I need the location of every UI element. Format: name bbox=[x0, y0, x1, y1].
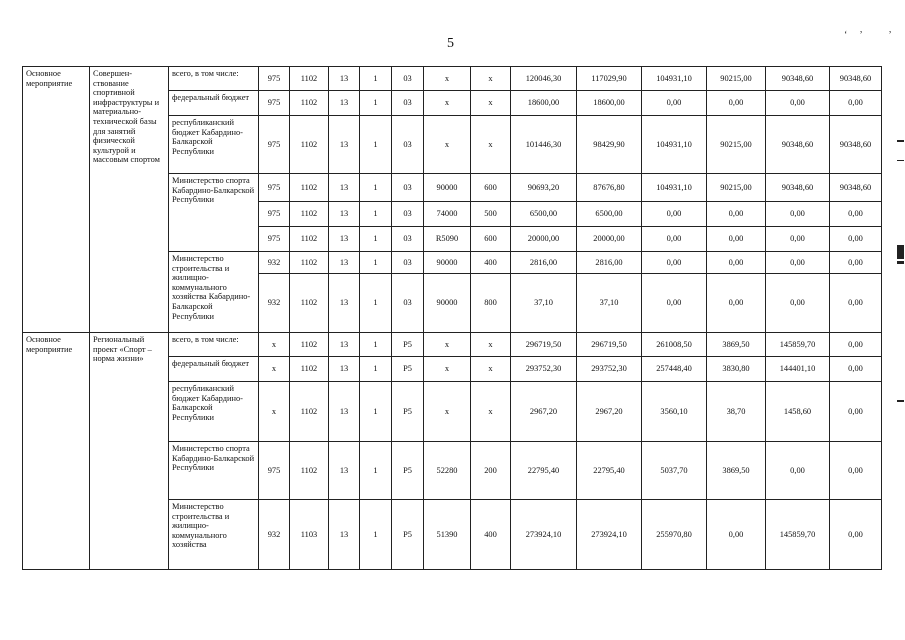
value-cell-pr: 13 bbox=[329, 333, 360, 357]
value-cell-y3: 5037,70 bbox=[642, 442, 707, 500]
value-cell-grbs: 975 bbox=[259, 67, 290, 91]
value-cell-cs3: х bbox=[424, 91, 471, 116]
value-cell-y2: 293752,30 bbox=[577, 357, 642, 382]
value-cell-pr: 13 bbox=[329, 500, 360, 570]
value-cell-cs3: R5090 bbox=[424, 227, 471, 252]
table-row bbox=[23, 67, 882, 91]
value-cell-cs1: 1 bbox=[360, 442, 392, 500]
value-cell-pr: 13 bbox=[329, 227, 360, 252]
value-cell-y5: 0,00 bbox=[766, 227, 830, 252]
value-cell-y2: 98429,90 bbox=[577, 116, 642, 174]
value-cell-y2: 6500,00 bbox=[577, 202, 642, 227]
value-cell-pr: 13 bbox=[329, 442, 360, 500]
value-cell-y6: 90348,60 bbox=[830, 116, 882, 174]
value-cell-cs1: 1 bbox=[360, 116, 392, 174]
value-cell-y5: 145859,70 bbox=[766, 500, 830, 570]
value-cell-grbs: х bbox=[259, 357, 290, 382]
funding-source-cell: республиканский бюджет Кабардино-Балкарской Республики bbox=[169, 116, 259, 174]
funding-source-cell: Министерство спорта Кабардино-Балкарской Республики bbox=[169, 174, 259, 252]
value-cell-cs1: 1 bbox=[360, 174, 392, 202]
value-cell-y1: 22795,40 bbox=[511, 442, 577, 500]
value-cell-pr: 13 bbox=[329, 91, 360, 116]
value-cell-cs1: 1 bbox=[360, 500, 392, 570]
value-cell-grbs: 932 bbox=[259, 274, 290, 333]
value-cell-cs1: 1 bbox=[360, 333, 392, 357]
value-cell-vr: х bbox=[471, 67, 511, 91]
value-cell-cs1: 1 bbox=[360, 357, 392, 382]
value-cell-grbs: 932 bbox=[259, 500, 290, 570]
value-cell-cs1: 1 bbox=[360, 382, 392, 442]
value-cell-cs1: 1 bbox=[360, 67, 392, 91]
value-cell-y2: 18600,00 bbox=[577, 91, 642, 116]
value-cell-rz: 1102 bbox=[290, 252, 329, 274]
value-cell-y6: 0,00 bbox=[830, 252, 882, 274]
value-cell-pr: 13 bbox=[329, 382, 360, 442]
value-cell-cs3: 51390 bbox=[424, 500, 471, 570]
value-cell-y3: 3560,10 bbox=[642, 382, 707, 442]
value-cell-y6: 0,00 bbox=[830, 357, 882, 382]
value-cell-cs3: х bbox=[424, 116, 471, 174]
value-cell-y1: 18600,00 bbox=[511, 91, 577, 116]
value-cell-y3: 257448,40 bbox=[642, 357, 707, 382]
value-cell-y1: 37,10 bbox=[511, 274, 577, 333]
value-cell-y6: 90348,60 bbox=[830, 67, 882, 91]
value-cell-y4: 3830,80 bbox=[707, 357, 766, 382]
value-cell-pr: 13 bbox=[329, 202, 360, 227]
value-cell-vr: 500 bbox=[471, 202, 511, 227]
value-cell-y3: 261008,50 bbox=[642, 333, 707, 357]
value-cell-y4: 0,00 bbox=[707, 202, 766, 227]
value-cell-vr: х bbox=[471, 91, 511, 116]
funding-source-cell: Министерство строительства и жилищно-коммунального хозяйства bbox=[169, 500, 259, 570]
value-cell-y4: 3869,50 bbox=[707, 442, 766, 500]
event-name-cell: Совершен-ствование спортивной инфраструктуры и материально-технической базы для занятий физической культурой и массовым спортом bbox=[90, 67, 169, 333]
value-cell-cs2: 03 bbox=[392, 274, 424, 333]
value-cell-y6: 0,00 bbox=[830, 442, 882, 500]
value-cell-cs2: Р5 bbox=[392, 500, 424, 570]
value-cell-cs1: 1 bbox=[360, 91, 392, 116]
value-cell-pr: 13 bbox=[329, 357, 360, 382]
value-cell-y4: 0,00 bbox=[707, 274, 766, 333]
value-cell-y4: 3869,50 bbox=[707, 333, 766, 357]
value-cell-y5: 0,00 bbox=[766, 252, 830, 274]
value-cell-cs3: х bbox=[424, 67, 471, 91]
value-cell-rz: 1103 bbox=[290, 500, 329, 570]
value-cell-rz: 1102 bbox=[290, 357, 329, 382]
value-cell-cs3: 74000 bbox=[424, 202, 471, 227]
value-cell-y3: 255970,80 bbox=[642, 500, 707, 570]
value-cell-vr: 600 bbox=[471, 174, 511, 202]
funding-source-cell: федеральный бюджет bbox=[169, 91, 259, 116]
value-cell-cs3: 90000 bbox=[424, 174, 471, 202]
value-cell-y6: 0,00 bbox=[830, 500, 882, 570]
event-type-cell: Основное мероприятие bbox=[23, 333, 90, 570]
value-cell-y2: 87676,80 bbox=[577, 174, 642, 202]
value-cell-y6: 0,00 bbox=[830, 202, 882, 227]
value-cell-cs2: Р5 bbox=[392, 357, 424, 382]
value-cell-y1: 90693,20 bbox=[511, 174, 577, 202]
value-cell-y5: 1458,60 bbox=[766, 382, 830, 442]
value-cell-y3: 104931,10 bbox=[642, 116, 707, 174]
value-cell-rz: 1102 bbox=[290, 382, 329, 442]
value-cell-y2: 2816,00 bbox=[577, 252, 642, 274]
value-cell-grbs: х bbox=[259, 382, 290, 442]
value-cell-y5: 90348,60 bbox=[766, 67, 830, 91]
value-cell-y3: 0,00 bbox=[642, 202, 707, 227]
value-cell-rz: 1102 bbox=[290, 274, 329, 333]
table-row bbox=[23, 333, 882, 357]
value-cell-y2: 22795,40 bbox=[577, 442, 642, 500]
value-cell-cs2: Р5 bbox=[392, 442, 424, 500]
value-cell-cs1: 1 bbox=[360, 227, 392, 252]
value-cell-grbs: 975 bbox=[259, 91, 290, 116]
value-cell-y2: 2967,20 bbox=[577, 382, 642, 442]
value-cell-pr: 13 bbox=[329, 67, 360, 91]
value-cell-y1: 101446,30 bbox=[511, 116, 577, 174]
value-cell-rz: 1102 bbox=[290, 91, 329, 116]
value-cell-cs3: 52280 bbox=[424, 442, 471, 500]
value-cell-cs2: 03 bbox=[392, 116, 424, 174]
value-cell-y6: 0,00 bbox=[830, 274, 882, 333]
value-cell-y3: 104931,10 bbox=[642, 67, 707, 91]
value-cell-y1: 293752,30 bbox=[511, 357, 577, 382]
value-cell-y3: 0,00 bbox=[642, 91, 707, 116]
value-cell-y4: 90215,00 bbox=[707, 67, 766, 91]
value-cell-vr: х bbox=[471, 333, 511, 357]
event-name-cell: Региональный проект «Спорт – норма жизни» bbox=[90, 333, 169, 570]
value-cell-y3: 104931,10 bbox=[642, 174, 707, 202]
value-cell-y4: 90215,00 bbox=[707, 174, 766, 202]
value-cell-y3: 0,00 bbox=[642, 227, 707, 252]
value-cell-y2: 37,10 bbox=[577, 274, 642, 333]
value-cell-vr: х bbox=[471, 357, 511, 382]
value-cell-rz: 1102 bbox=[290, 174, 329, 202]
value-cell-rz: 1102 bbox=[290, 333, 329, 357]
funding-source-cell: федеральный бюджет bbox=[169, 357, 259, 382]
scan-edge-marks bbox=[895, 130, 905, 430]
value-cell-cs3: 90000 bbox=[424, 274, 471, 333]
value-cell-cs3: х bbox=[424, 357, 471, 382]
value-cell-y4: 0,00 bbox=[707, 252, 766, 274]
value-cell-rz: 1102 bbox=[290, 116, 329, 174]
value-cell-grbs: х bbox=[259, 333, 290, 357]
value-cell-cs3: х bbox=[424, 333, 471, 357]
value-cell-vr: 400 bbox=[471, 500, 511, 570]
value-cell-y3: 0,00 bbox=[642, 274, 707, 333]
value-cell-y1: 120046,30 bbox=[511, 67, 577, 91]
funding-source-cell: всего, в том числе: bbox=[169, 333, 259, 357]
value-cell-rz: 1102 bbox=[290, 202, 329, 227]
funding-source-cell: Министерство спорта Кабардино-Балкарской Республики bbox=[169, 442, 259, 500]
value-cell-vr: х bbox=[471, 116, 511, 174]
value-cell-y1: 6500,00 bbox=[511, 202, 577, 227]
budget-table bbox=[22, 66, 882, 570]
value-cell-y5: 0,00 bbox=[766, 202, 830, 227]
value-cell-vr: 600 bbox=[471, 227, 511, 252]
value-cell-cs3: 90000 bbox=[424, 252, 471, 274]
value-cell-cs3: х bbox=[424, 382, 471, 442]
value-cell-vr: 200 bbox=[471, 442, 511, 500]
value-cell-cs2: 03 bbox=[392, 202, 424, 227]
value-cell-y1: 20000,00 bbox=[511, 227, 577, 252]
value-cell-grbs: 975 bbox=[259, 116, 290, 174]
value-cell-y5: 144401,10 bbox=[766, 357, 830, 382]
value-cell-grbs: 975 bbox=[259, 227, 290, 252]
value-cell-grbs: 932 bbox=[259, 252, 290, 274]
value-cell-y4: 0,00 bbox=[707, 91, 766, 116]
value-cell-grbs: 975 bbox=[259, 174, 290, 202]
value-cell-rz: 1102 bbox=[290, 442, 329, 500]
value-cell-y2: 20000,00 bbox=[577, 227, 642, 252]
value-cell-y1: 296719,50 bbox=[511, 333, 577, 357]
value-cell-y4: 0,00 bbox=[707, 500, 766, 570]
funding-source-cell: республиканский бюджет Кабардино-Балкарской Республики bbox=[169, 382, 259, 442]
value-cell-y5: 90348,60 bbox=[766, 116, 830, 174]
value-cell-cs2: 03 bbox=[392, 174, 424, 202]
value-cell-y5: 90348,60 bbox=[766, 174, 830, 202]
value-cell-y6: 0,00 bbox=[830, 91, 882, 116]
value-cell-vr: 400 bbox=[471, 252, 511, 274]
value-cell-cs2: 03 bbox=[392, 252, 424, 274]
value-cell-pr: 13 bbox=[329, 116, 360, 174]
value-cell-y4: 90215,00 bbox=[707, 116, 766, 174]
value-cell-vr: 800 bbox=[471, 274, 511, 333]
value-cell-rz: 1102 bbox=[290, 227, 329, 252]
value-cell-cs1: 1 bbox=[360, 252, 392, 274]
value-cell-vr: х bbox=[471, 382, 511, 442]
value-cell-y2: 117029,90 bbox=[577, 67, 642, 91]
value-cell-y4: 38,70 bbox=[707, 382, 766, 442]
value-cell-y5: 0,00 bbox=[766, 442, 830, 500]
value-cell-y5: 0,00 bbox=[766, 274, 830, 333]
value-cell-y2: 296719,50 bbox=[577, 333, 642, 357]
value-cell-cs2: 03 bbox=[392, 67, 424, 91]
value-cell-y1: 2816,00 bbox=[511, 252, 577, 274]
value-cell-cs2: 03 bbox=[392, 227, 424, 252]
funding-source-cell: всего, в том числе: bbox=[169, 67, 259, 91]
value-cell-cs1: 1 bbox=[360, 274, 392, 333]
value-cell-cs1: 1 bbox=[360, 202, 392, 227]
value-cell-rz: 1102 bbox=[290, 67, 329, 91]
value-cell-y6: 0,00 bbox=[830, 382, 882, 442]
value-cell-pr: 13 bbox=[329, 174, 360, 202]
page-number: 5 bbox=[447, 36, 454, 51]
value-cell-y6: 90348,60 bbox=[830, 174, 882, 202]
corner-mark: ‘’ ’ bbox=[844, 30, 904, 41]
funding-source-cell: Министерство строительства и жилищно-коммунального хозяйства Кабардино-Балкарской Республики bbox=[169, 252, 259, 333]
value-cell-y4: 0,00 bbox=[707, 227, 766, 252]
value-cell-pr: 13 bbox=[329, 274, 360, 333]
value-cell-y2: 273924,10 bbox=[577, 500, 642, 570]
value-cell-y5: 145859,70 bbox=[766, 333, 830, 357]
value-cell-y1: 2967,20 bbox=[511, 382, 577, 442]
value-cell-cs2: Р5 bbox=[392, 333, 424, 357]
event-type-cell: Основное мероприятие bbox=[23, 67, 90, 333]
value-cell-pr: 13 bbox=[329, 252, 360, 274]
value-cell-y6: 0,00 bbox=[830, 333, 882, 357]
value-cell-y6: 0,00 bbox=[830, 227, 882, 252]
value-cell-y1: 273924,10 bbox=[511, 500, 577, 570]
value-cell-grbs: 975 bbox=[259, 202, 290, 227]
value-cell-cs2: 03 bbox=[392, 91, 424, 116]
value-cell-y3: 0,00 bbox=[642, 252, 707, 274]
value-cell-cs2: Р5 bbox=[392, 382, 424, 442]
value-cell-grbs: 975 bbox=[259, 442, 290, 500]
value-cell-y5: 0,00 bbox=[766, 91, 830, 116]
